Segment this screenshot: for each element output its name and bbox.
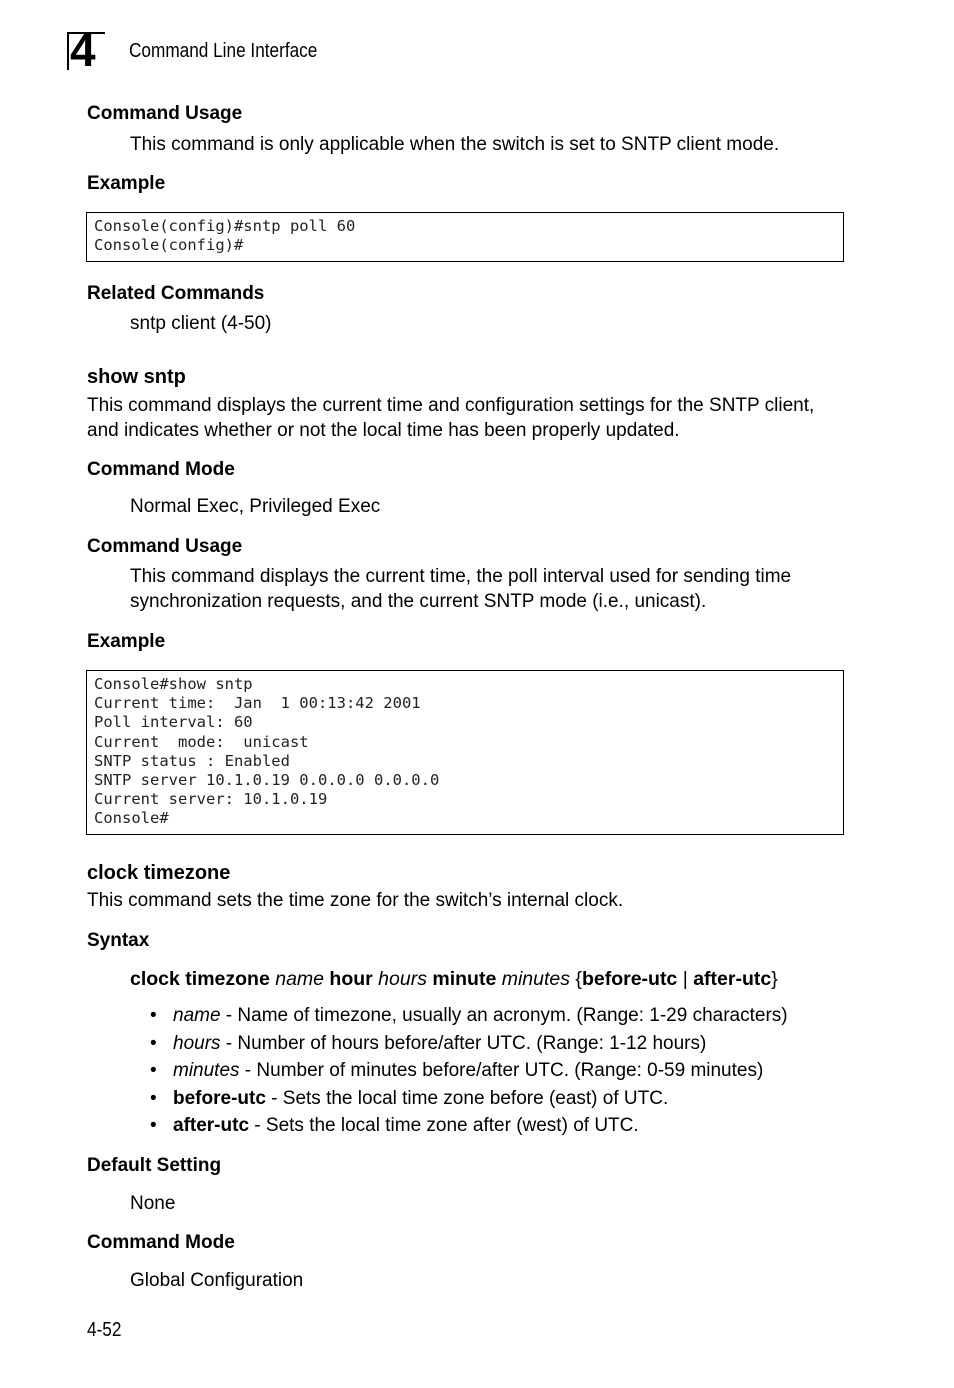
parameter-term: name [173,1005,221,1026]
chapter-marker [67,24,105,76]
example-heading: Example [87,631,166,652]
default-setting-heading: Default Setting [87,1155,222,1176]
list-item [150,1085,788,1113]
syntax-line [130,967,778,991]
syntax-option-after-utc: after-utc [693,968,772,990]
parameter-term: hours [173,1032,221,1054]
parameter-term: before-utc [173,1087,266,1109]
bullet-icon: • [150,1115,157,1136]
command-mode-heading: Command Mode [87,1232,235,1253]
list-item [150,1057,788,1085]
bullet-icon: • [150,1060,157,1081]
command-usage-text: This command is only applicable when the switch is set to SNTP client mode. [130,134,780,155]
example-code-block: Console#show sntp Current time: Jan 1 00:13:42 2001 Poll interval: 60 Current mode: unicast SNTP status : Enabled SNTP server 10.1.0.19 0.0.0.0 0.0.0.0 Current server: 10.1.0.19 Console# [86,670,844,835]
show-sntp-description: This command displays the current time and configuration settings for the SNTP client, and indicates whether or not the local time has been properly updated. [87,395,815,441]
clock-timezone-description: This command sets the time zone for the switch’s internal clock. [87,890,624,911]
syntax-param-hours: hours [378,968,427,990]
syntax-param-name: name [275,968,324,990]
related-commands-link[interactable]: sntp client (4-50) [130,313,272,334]
related-commands-heading: Related Commands [87,283,265,304]
list-item [150,1030,788,1058]
command-usage-heading: Command Usage [87,103,243,124]
bullet-icon: • [150,1032,157,1054]
parameter-description: - Name of timezone, usually an acronym. (Range: 1-29 characters) [220,1005,788,1026]
parameter-description: - Number of hours before/after UTC. (Range: 1-12 hours) [220,1032,707,1054]
syntax-option-before-utc: before-utc [581,968,678,990]
syntax-keyword-hour: hour [329,968,373,990]
running-title: Command Line Interface [129,40,318,62]
example-heading: Example [87,173,166,194]
syntax-keyword-minute: minute [432,968,497,990]
parameter-description: - Number of minutes before/after UTC. (Range: 0-59 minutes) [239,1060,764,1081]
bullet-icon: • [150,1087,157,1109]
syntax-brace-open: { [575,968,582,990]
default-setting-text: None [130,1193,176,1214]
parameter-list [150,1002,788,1140]
example-code-block: Console(config)#sntp poll 60 Console(config)# [86,212,844,262]
page-number: 4-52 [87,1319,122,1341]
list-item [150,1112,788,1140]
command-usage-heading: Command Usage [87,536,243,557]
chapter-number: 4 [70,24,95,76]
clock-timezone-title: clock timezone [87,862,231,884]
parameter-term: after-utc [173,1115,250,1136]
command-mode-text: Normal Exec, Privileged Exec [130,496,381,517]
show-sntp-title: show sntp [87,366,186,388]
list-item [150,1002,788,1030]
syntax-heading: Syntax [87,930,150,951]
syntax-separator: | [682,968,688,990]
command-mode-heading: Command Mode [87,459,235,480]
bullet-icon: • [150,1005,157,1026]
syntax-command: clock timezone [130,968,270,990]
command-usage-text: This command displays the current time, the poll interval used for sending time synchronization requests, and the current SNTP mode (i.e., unicast). [130,566,792,612]
parameter-term: minutes [173,1060,240,1081]
syntax-brace-close: } [771,968,778,990]
parameter-description: - Sets the local time zone before (east) of UTC. [265,1087,669,1109]
parameter-description: - Sets the local time zone after (west) of UTC. [249,1115,639,1136]
syntax-param-minutes: minutes [501,968,570,990]
chapter-marker-rule-vertical [67,32,69,70]
command-mode-text: Global Configuration [130,1270,304,1291]
